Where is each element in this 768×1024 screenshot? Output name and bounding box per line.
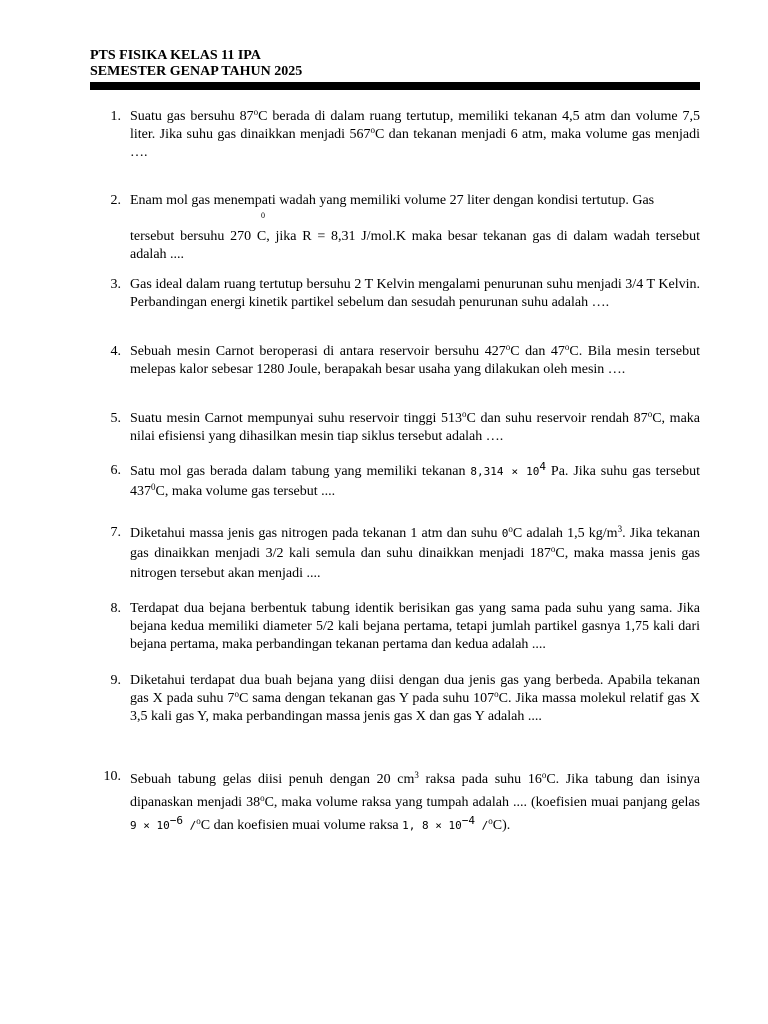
question-number: 5. [110,411,121,426]
temperature-formula: 0 [501,527,509,540]
question-number: 10. [103,769,121,784]
question-text: Diketahui terdapat dua buah bejana yang diisi dengan dua jenis gas yang berbeda. Apabila tekanan gas X pada suhu 7$^o$C sama dengan tekanan gas Y pada suhu 107$^o$C. Jika massa molekul relatif gas X 3,5 kali gas Y, maka perbandingan massa jenis gas X dan gas Y adalah .... [130,673,701,724]
header-subtitle: SEMESTER GENAP TAHUN 2025 [90,64,303,79]
question-text-line-2: tersebut bersuhu 270 C, jika R = 8,31 J/mol.K maka besar tekanan gas di dalam wadah tersebut adalah .... [130,229,700,262]
question-text: Satu mol gas berada dalam tabung yang memiliki tekanan $8,314 \times 10^4$ Pa. Jika suhu gas tersebut $437^0C$, maka volume gas tersebut .... [130,460,700,499]
pressure-formula: 8,314 × 10 [470,465,540,478]
glass-coefficient-formula: 9 × 10 [130,819,170,832]
degree-superscript: 0 [261,211,265,220]
question-text: Suatu gas bersuhu 87$^o$C berada di dalam ruang tertutup, memiliki tekanan 4,5 atm dan volume 7,5 liter. Jika suhu gas dinaikkan menjadi 567$^o$C dan tekanan menjadi 6 atm, maka volume gas menjadi …. [130,107,700,160]
header-rule [90,82,700,90]
question-number: 2. [110,193,121,208]
question-number: 9. [110,673,121,688]
header-title: PTS FISIKA KELAS 11 IPA [90,48,261,63]
question-number: 7. [110,525,121,540]
question-text: Sebuah mesin Carnot beroperasi di antara reservoir bersuhu 427$^o$C dan 47$^o$C. Bila mesin tersebut melepas kalor sebesar 1280 Joule, berapakah besar usaha yang dilakukan oleh mesin …. [130,342,700,377]
question-text: Suatu mesin Carnot mempunyai suhu reservoir tinggi 513$^o$C dan suhu reservoir rendah 87$^o$C, maka nilai efisiensi yang dihasilkan mesin tiap siklus tersebut adalah …. [130,409,701,444]
question-text: Terdapat dua bejana berbentuk tabung identik berisikan gas yang sama pada suhu yang sama. Jika bejana kedua memiliki diameter 5/2 kali bejana pertama, tetapi jumlah partikel gasnya 1,75 kali dari bejana pertama, maka perbandingan tekanan pertama dan kedua adalah .... [130,601,700,652]
document-header [90,48,700,80]
question-text: Diketahui massa jenis gas nitrogen pada tekanan 1 atm dan suhu 0$^o$C adalah 1,5 $kg/m^3$. Jika tekanan gas dinaikkan menjadi 3/2 kali semula dan suhu dinaikkan menjadi 187$^o$C, maka massa jenis gas nitrogen tersebut akan menjadi .... [130,524,700,581]
question-text: Sebuah tabung gelas diisi penuh dengan 20 $cm^3$ raksa pada suhu 16$^o$C. Jika tabung dan isinya dipanaskan menjadi 38$^o$C, maka volume raksa yang tumpah adalah .... (koefisien muai panjang gelas $9 \times 10^{-6}$ /$^o$C dan koefisien muai volume raksa 1, $8 \times 10^{-4}$ /$^o$C). [130,770,701,833]
question-number: 1. [110,109,121,124]
question-text-line-1: Enam mol gas menempati wadah yang memiliki volume 27 liter dengan kondisi tertutup. Gas [130,193,655,208]
question-number: 4. [110,344,121,359]
question-text: Gas ideal dalam ruang tertutup bersuhu 2 T Kelvin mengalami penurunan suhu menjadi 3/4 T Kelvin. Perbandingan energi kinetik partikel sebelum dan sesudah penurunan suhu adalah …. [130,277,700,310]
question-number: 8. [110,601,121,616]
question-number: 3. [110,277,121,292]
question-number: 6. [110,463,121,478]
mercury-coefficient-formula: 1, 8 × 10 [402,819,462,832]
